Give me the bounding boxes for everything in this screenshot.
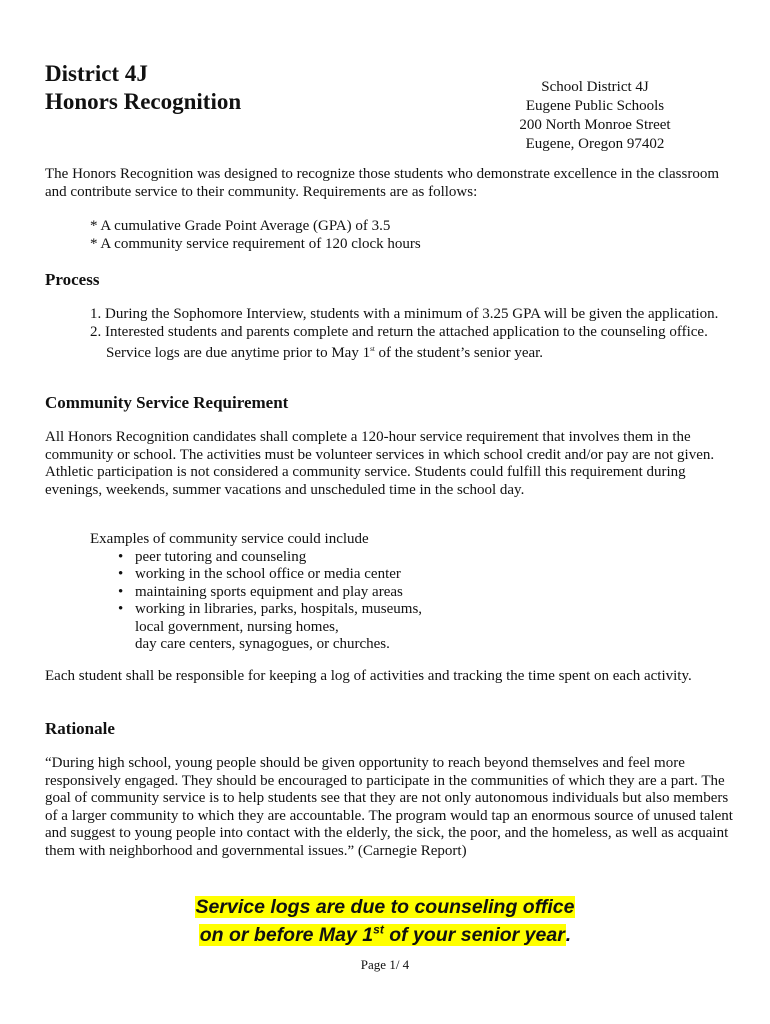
step2-text-end: of the student’s senior year. — [374, 345, 544, 361]
page-number: Page 1/ 4 — [360, 957, 410, 972]
service-log-callout — [0, 893, 770, 949]
rationale-heading: Rationale — [45, 719, 115, 738]
requirements-list — [90, 218, 421, 253]
log-paragraph: Each student shall be responsible for keeping a log of activities and tracking the time spent on each activity. — [45, 668, 692, 684]
process-step-2 — [90, 324, 730, 363]
title-line-2: Honors Recognition — [45, 89, 242, 114]
address-line: 200 North Monroe Street — [519, 117, 671, 133]
list-item-continuation: day care centers, synagogues, or churches. — [135, 636, 390, 652]
community-service-paragraph: All Honors Recognition candidates shall complete a 120-hour service requirement that involves them in the community or school. The activities must be volunteer services in which school credit and/or pay are not given. Athletic participation is not considered a community service. Students could fulfill this requirement during evenings, weekends, summer vacations and unscheduled time in the school day. — [45, 429, 715, 498]
process-steps — [90, 306, 730, 363]
step2-superscript: st — [370, 345, 375, 353]
callout-superscript: st — [373, 922, 384, 937]
address-line: Eugene, Oregon 97402 — [525, 136, 665, 152]
title-line-1: District 4J — [45, 61, 148, 86]
process-step-1: 1. During the Sophomore Interview, students with a minimum of 3.25 GPA will be given the application. — [90, 306, 719, 322]
list-item: • peer tutoring and counseling — [90, 549, 730, 567]
examples-list — [90, 549, 730, 654]
list-item: • maintaining sports equipment and play areas — [90, 584, 730, 602]
intro-paragraph: The Honors Recognition was designed to recognize those students who demonstrate excellence in the classroom and contribute service to their community. Requirements are as follows: — [45, 166, 719, 200]
step2-text: 2. Interested students and parents complete and return the attached application to the counseling office. Service logs are due anytime prior to May 1 — [90, 323, 708, 361]
district-address — [470, 78, 720, 154]
address-line: Eugene Public Schools — [525, 98, 665, 114]
list-item: • working in libraries, parks, hospitals, museums, — [90, 601, 730, 619]
list-item: • working in the school office or media center — [90, 566, 730, 584]
rationale-paragraph: “During high school, young people should be given opportunity to reach beyond themselves and feel more responsively engaged. They should be encouraged to participate in the communities of which they are a part. The goal of community service is to help students see that they are not only autonomous individuals but also members of a larger community to which they are accountable. The program would tap an enormous source of unused talent and suggest to young people into contact with the elderly, the sick, the poor, and the homeless, as well as acquaint them with neighborhood and governmental issues.” (Carnegie Report) — [45, 755, 733, 859]
address-line: School District 4J — [541, 79, 649, 95]
examples-block — [90, 531, 730, 654]
callout-line-1: Service logs are due to counseling office — [195, 896, 575, 918]
examples-intro: Examples of community service could include — [90, 531, 369, 547]
requirement-item: * A community service requirement of 120 clock hours — [90, 235, 421, 252]
requirement-item: * A cumulative Grade Point Average (GPA) of 3.5 — [90, 218, 391, 234]
process-heading: Process — [45, 270, 100, 289]
list-item-continuation: local government, nursing homes, — [135, 618, 339, 635]
document-title — [45, 60, 241, 116]
callout-line-2-end: of your senior year — [383, 924, 565, 946]
callout-period: . — [565, 924, 572, 946]
community-service-heading: Community Service Requirement — [45, 393, 289, 412]
callout-line-2-text: on or before May 1 — [199, 924, 374, 946]
callout-line-2 — [199, 924, 566, 946]
